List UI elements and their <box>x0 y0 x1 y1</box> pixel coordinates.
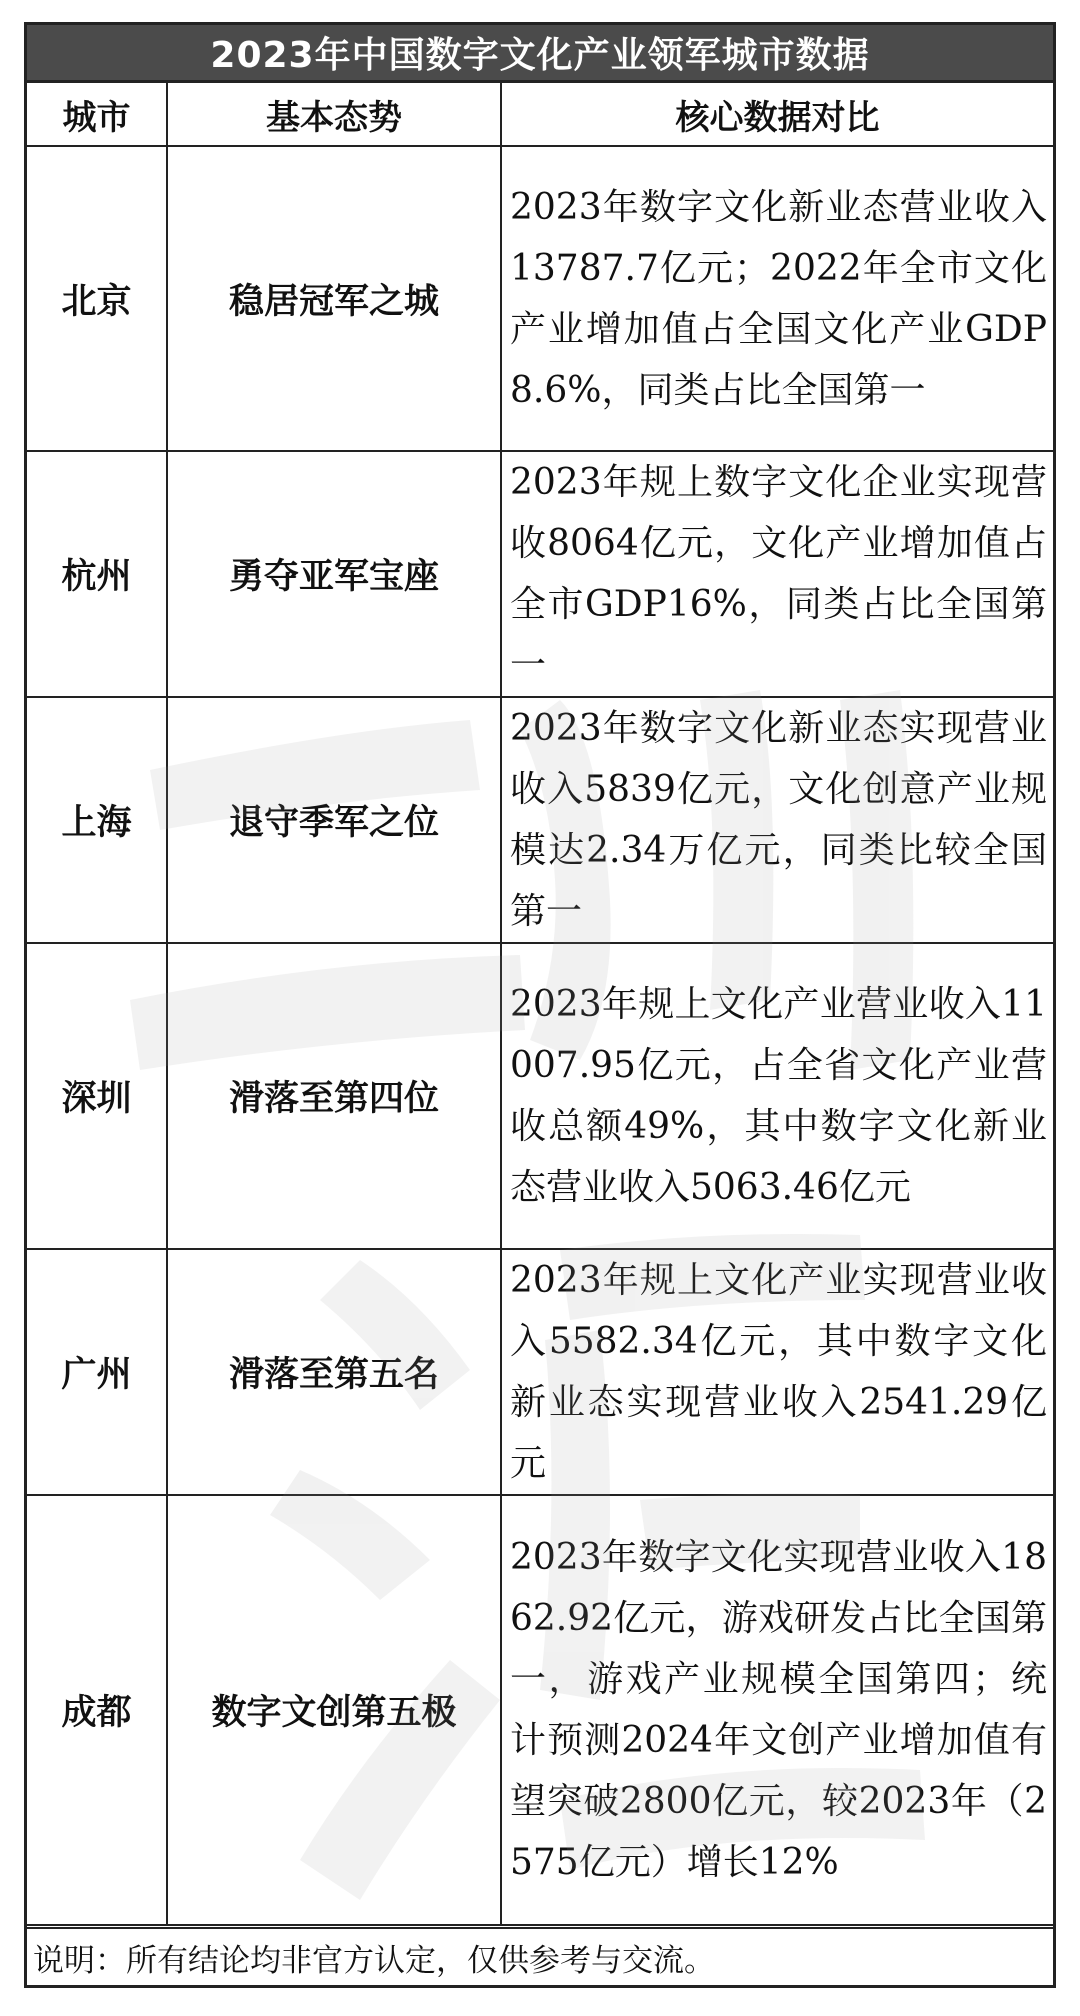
city-cell: 北京 <box>27 146 167 451</box>
table-row <box>27 943 1053 1249</box>
trend-cell: 退守季军之位 <box>167 697 501 943</box>
data-cell: 2023年数字文化新业态营业收入13787.7亿元；2022年全市文化产业增加值占全国文化产业GDP8.6%，同类占比全国第一 <box>501 146 1053 451</box>
header-trend: 基本态势 <box>167 83 501 146</box>
header-city: 城市 <box>27 83 167 146</box>
data-table-panel <box>24 22 1056 1988</box>
data-cell: 2023年数字文化新业态实现营业收入5839亿元，文化创意产业规模达2.34万亿元，同类比较全国第一 <box>501 697 1053 943</box>
data-cell: 2023年规上数字文化企业实现营收8064亿元，文化产业增加值占全市GDP16%，同类占比全国第一 <box>501 451 1053 697</box>
city-cell: 广州 <box>27 1249 167 1495</box>
table-title: 2023年中国数字文化产业领军城市数据 <box>27 25 1053 83</box>
trend-cell: 滑落至第四位 <box>167 943 501 1249</box>
header-data: 核心数据对比 <box>501 83 1053 146</box>
trend-cell: 勇夺亚军宝座 <box>167 451 501 697</box>
city-cell: 成都 <box>27 1495 167 1925</box>
header-row <box>27 83 1053 146</box>
table-row <box>27 697 1053 943</box>
trend-cell: 稳居冠军之城 <box>167 146 501 451</box>
data-cell: 2023年规上文化产业营业收入11007.95亿元，占全省文化产业营收总额49%，其中数字文化新业态营业收入5063.46亿元 <box>501 943 1053 1249</box>
table-row <box>27 451 1053 697</box>
city-data-table <box>27 83 1053 1926</box>
table-row <box>27 1495 1053 1925</box>
trend-cell: 滑落至第五名 <box>167 1249 501 1495</box>
city-cell: 杭州 <box>27 451 167 697</box>
table-row <box>27 1249 1053 1495</box>
trend-cell: 数字文创第五极 <box>167 1495 501 1925</box>
table-row <box>27 146 1053 451</box>
data-cell: 2023年规上文化产业实现营业收入5582.34亿元，其中数字文化新业态实现营业收入2541.29亿元 <box>501 1249 1053 1495</box>
footnote: 说明：所有结论均非官方认定，仅供参考与交流。 <box>27 1927 1053 1985</box>
data-cell: 2023年数字文化实现营业收入1862.92亿元，游戏研发占比全国第一，游戏产业规模全国第四；统计预测2024年文创产业增加值有望突破2800亿元，较2023年（2575亿元）增长12% <box>501 1495 1053 1925</box>
city-cell: 深圳 <box>27 943 167 1249</box>
city-cell: 上海 <box>27 697 167 943</box>
